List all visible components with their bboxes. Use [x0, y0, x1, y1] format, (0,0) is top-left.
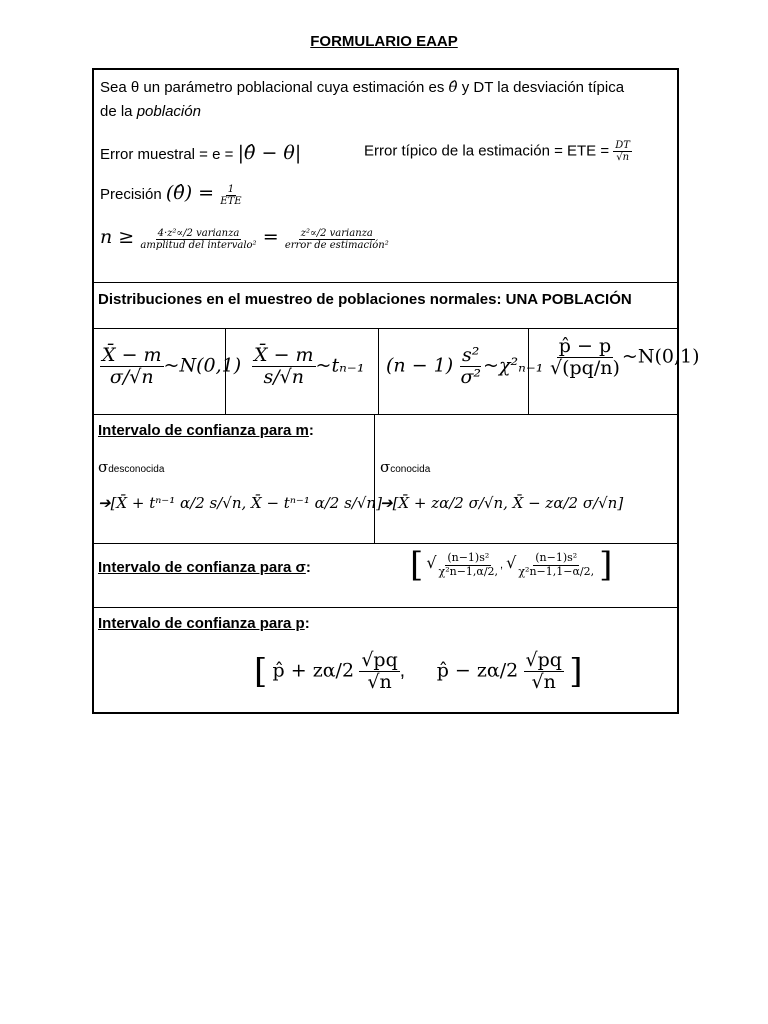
sample-size-num-1: 4·z²∝/2 varianza: [157, 227, 240, 239]
bracket-close: ]: [569, 651, 583, 692]
dist-3-fraction: [458, 345, 483, 388]
sample-size-lhs: n ≥: [100, 226, 135, 248]
ic-p-colon: :: [304, 615, 310, 632]
ic-p-den-2: √n: [531, 670, 556, 693]
bracket-open: [: [254, 651, 268, 692]
dist-2-num: X̄ − m: [254, 344, 314, 366]
sample-size-den-2: error de estimación²: [284, 239, 389, 251]
dist-chi-square: [386, 345, 543, 388]
divider: [94, 607, 677, 608]
dist-3-rhs: ~χ²ₙ₋₁: [483, 354, 544, 377]
formula-sheet: [92, 68, 700, 714]
sigma-known-label: conocida: [390, 464, 431, 475]
dist-3-den: σ²: [460, 365, 482, 388]
intro-text-3: de la: [100, 103, 133, 120]
ic-sigma-den-2: χ²n−1,1−α/2,: [518, 564, 595, 578]
precision-den: ETE: [220, 195, 242, 207]
ic-m-formula-known: ➔[X̄ + zα/2 σ/√n, X̄ − zα/2 σ/√n]: [380, 494, 624, 512]
theta-hat: θ̂: [448, 78, 458, 96]
ic-m-header-text: Intervalo de confianza para m: [98, 422, 309, 439]
dist-4-den: √(pq/n): [550, 356, 620, 379]
sigma-symbol: σ: [98, 458, 109, 476]
error-tipico-row: [364, 140, 632, 163]
ic-sigma-colon: :: [305, 559, 311, 576]
ic-p-term-1: p̂ + zα/2: [272, 659, 355, 682]
ic-m-sigma-known: [380, 458, 430, 476]
sigma-unknown-label: desconocida: [108, 464, 165, 475]
precision-label: Precisión: [100, 186, 162, 203]
ic-p-num-2: √pq: [525, 649, 562, 671]
precision-arg: (θ̂) =: [165, 182, 215, 204]
precision-row: [100, 182, 244, 207]
ic-m-sigma-unknown: [98, 458, 164, 476]
ic-sigma-den-1: χ²n−1,α/2,: [438, 564, 499, 578]
dist-1-rhs: ~N(0,1): [163, 354, 242, 377]
dist-2-rhs: ~tₙ₋₁: [315, 354, 365, 377]
dist-header: Distribuciones en el muestreo de poblaciones normales: UNA POBLACIÓN: [98, 291, 632, 308]
ic-sigma-header: [98, 559, 311, 576]
dist-3-num: s²: [462, 344, 480, 366]
intro-text-2: y DT la desviación típica: [461, 79, 625, 96]
document-title: FORMULARIO EAAP: [310, 33, 458, 50]
dist-3-lhs: (n − 1): [386, 354, 454, 377]
sqrt-symbol: √: [426, 552, 437, 572]
dist-2-fraction: [252, 345, 316, 388]
dist-1-num: X̄ − m: [102, 344, 162, 366]
error-tipico-label: Error típico de la estimación = ETE =: [364, 142, 610, 160]
sample-size-fraction-2: [283, 228, 391, 251]
ic-sigma-header-text: Intervalo de confianza para σ: [98, 559, 306, 576]
divider: [378, 328, 379, 414]
error-muestral-row: [100, 142, 301, 164]
error-tipico-fraction: [613, 140, 632, 163]
ic-m-colon: :: [308, 422, 314, 439]
ic-p-header: [98, 615, 310, 632]
intro-text-poblacion: población: [136, 103, 201, 120]
divider: [94, 282, 677, 283]
intro-line-2: [100, 103, 201, 120]
sample-size-fraction-1: [138, 228, 258, 251]
ic-sigma-num-1: (n−1)s²: [447, 551, 490, 565]
dist-2-den: s/√n: [263, 365, 305, 388]
divider: [94, 543, 677, 544]
ic-m-formula-unknown: ➔[X̄ + tⁿ⁻¹ α/2 s/√n, X̄ − tⁿ⁻¹ α/2 s/√n]: [98, 494, 382, 512]
dist-4-fraction: [548, 336, 622, 379]
divider: [374, 414, 375, 543]
sample-size-eq: =: [262, 226, 279, 248]
precision-num: 1: [227, 183, 235, 195]
ic-sigma-num-2: (n−1)s²: [535, 551, 578, 565]
error-tipico-num: DT: [615, 140, 630, 151]
bracket-open: [: [410, 545, 424, 585]
sample-size-num-2: z²∝/2 varianza: [300, 227, 373, 239]
dist-1-den: σ/√n: [109, 365, 154, 388]
ic-m-header: [98, 422, 314, 439]
ic-p-num-1: √pq: [361, 649, 398, 671]
error-muestral-label: Error muestral = e =: [100, 146, 234, 163]
divider: [94, 414, 677, 415]
ic-p-formula: [ p̂ + zα/2 $\frac{√pq}{√n}$ , p̂ − zα/2 $\frac{√pq}{√n}$ ]: [254, 649, 583, 693]
dist-4-rhs: ~N(0,1): [621, 345, 700, 368]
divider: [94, 328, 677, 329]
dist-4-num: p̂ − p: [558, 335, 612, 357]
sample-size-den-1: amplitud del intervalo²: [140, 239, 257, 251]
ic-p-fraction-2: [524, 650, 564, 693]
intro-line-1: [100, 78, 624, 96]
dist-student-t: [252, 345, 364, 388]
error-tipico-den: √n: [616, 152, 630, 163]
sigma-symbol: σ: [380, 458, 391, 476]
precision-fraction: [218, 184, 243, 207]
ic-p-term-2: p̂ − zα/2: [436, 659, 519, 682]
sample-size-row: [100, 226, 391, 251]
ic-p-header-text: Intervalo de confianza para p: [98, 615, 305, 632]
intro-text-1: Sea θ un parámetro poblacional cuya estimación es: [100, 79, 445, 96]
sqrt-symbol: √: [506, 552, 517, 572]
bracket-close: ]: [599, 545, 613, 585]
dist-normal-mean: [100, 345, 241, 388]
ic-p-den-1: √n: [367, 670, 392, 693]
ic-sigma-fraction-1: [437, 552, 501, 577]
dist-1-fraction: [100, 345, 164, 388]
ic-sigma-formula: [ √ $\frac{\text{(n−1)s²}}{\text{χ²n−1,α/2,}}$ , √ $\frac{\text{(n−1)s²}}{\text{χ²n−1,1−α/2,}}$ ]: [410, 545, 613, 585]
error-muestral-formula: |θ̂ − θ|: [237, 142, 302, 164]
dist-proportion: [548, 336, 700, 379]
ic-sigma-fraction-2: [516, 552, 596, 577]
ic-p-fraction-1: [359, 650, 399, 693]
